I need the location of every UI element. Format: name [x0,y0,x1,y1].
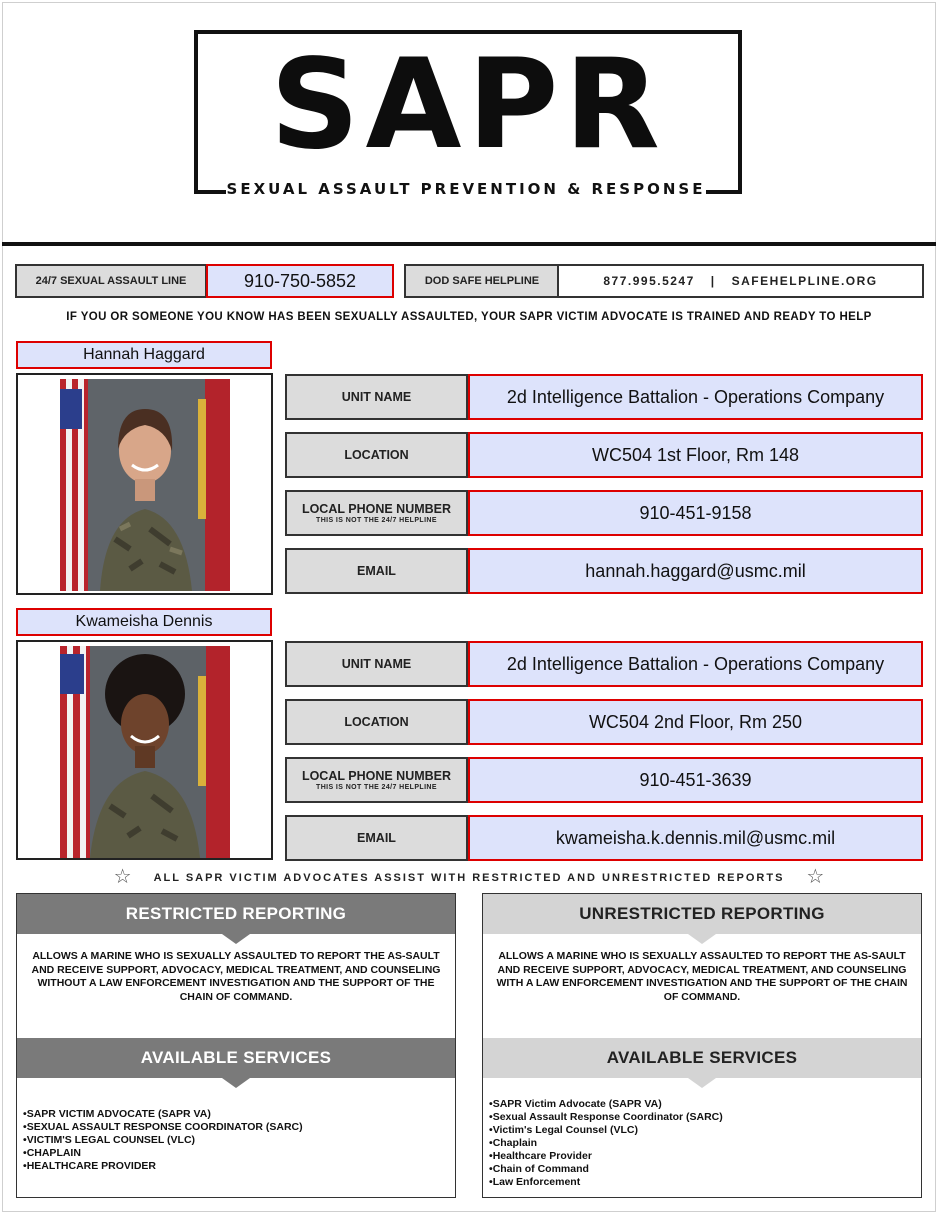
phone-row [285,490,925,536]
sexual-assault-line-label: 24/7 SEXUAL ASSAULT LINE [15,264,207,298]
phone-row [285,757,925,803]
email-label: EMAIL [285,815,468,861]
restricted-reporting-panel [16,893,456,1198]
location-label: LOCATION [285,699,468,745]
advocate-photo [60,379,230,591]
list-item: • Sexual Assault Response Coordinator (SARC) [489,1111,723,1124]
phone-value[interactable]: 910-451-3639 [468,757,923,803]
unit-value: 2d Intelligence Battalion - Operations Company [468,374,923,420]
unit-label: UNIT NAME [285,374,468,420]
list-item: • Healthcare Provider [489,1150,723,1163]
assist-banner [0,864,938,889]
sexual-assault-line-number[interactable]: 910-750-5852 [206,264,394,298]
restricted-services-title: AVAILABLE SERVICES [17,1038,455,1078]
list-item: • CHAPLAIN [23,1147,303,1160]
phone-note: THIS IS NOT THE 24/7 HELPLINE [316,517,437,524]
list-item: • SEXUAL ASSAULT RESPONSE COORDINATOR (SARC) [23,1121,303,1134]
dod-helpline-contact [557,264,924,298]
phone-note: THIS IS NOT THE 24/7 HELPLINE [316,784,437,791]
list-item: • Chain of Command [489,1163,723,1176]
dod-helpline-site[interactable]: SAFEHELPLINE.ORG [731,274,878,288]
help-tagline: IF YOU OR SOMEONE YOU KNOW HAS BEEN SEXUALLY ASSAULTED, YOUR SAPR VICTIM ADVOCATE IS TRAINED AND READY TO HELP [66,311,872,323]
dod-helpline-number[interactable]: 877.995.5247 [603,274,695,288]
list-item: • HEALTHCARE PROVIDER [23,1160,303,1173]
restricted-title: RESTRICTED REPORTING [17,894,455,934]
unrestricted-title: UNRESTRICTED REPORTING [483,894,921,934]
unit-value: 2d Intelligence Battalion - Operations Company [468,641,923,687]
phone-label: LOCAL PHONE NUMBER THIS IS NOT THE 24/7 HELPLINE [285,757,468,803]
advocate-name: Kwameisha Dennis [16,608,272,636]
assist-text: ALL SAPR VICTIM ADVOCATES ASSIST WITH RESTRICTED AND UNRESTRICTED REPORTS [153,872,785,884]
phone-value[interactable]: 910-451-9158 [468,490,923,536]
logo-subtitle: SEXUAL ASSAULT PREVENTION & RESPONSE [226,180,706,198]
email-value[interactable]: hannah.haggard@usmc.mil [468,548,923,594]
unrestricted-services-list [489,1098,723,1189]
location-label: LOCATION [285,432,468,478]
advocate-name: Hannah Haggard [16,341,272,369]
unit-label: UNIT NAME [285,641,468,687]
restricted-description: ALLOWS A MARINE WHO IS SEXUALLY ASSAULTED TO REPORT THE AS-SAULT AND RECEIVE SUPPORT, ADVOCACY, MEDICAL TREATMENT, AND COUNSELING WITHOUT A LAW ENFORCEMENT INVESTIGATION AND THE SUPPORT OF THE CHAIN OF COMMAND. [31,950,441,1003]
unit-row [285,641,925,687]
email-row [285,815,925,861]
unit-row [285,374,925,420]
phone-label: LOCAL PHONE NUMBER THIS IS NOT THE 24/7 HELPLINE [285,490,468,536]
dod-helpline-label: DOD SAFE HELPLINE [404,264,560,298]
unrestricted-reporting-panel [482,893,922,1198]
list-item: • VICTIM'S LEGAL COUNSEL (VLC) [23,1134,303,1147]
sapr-logo [194,30,742,194]
email-label: EMAIL [285,548,468,594]
advocate-photo-frame [16,373,273,595]
email-row [285,548,925,594]
email-value[interactable]: kwameisha.k.dennis.mil@usmc.mil [468,815,923,861]
unrestricted-services-title: AVAILABLE SERVICES [483,1038,921,1078]
separator: | [710,274,716,288]
star-icon: ☆ [113,866,132,888]
list-item: • SAPR VICTIM ADVOCATE (SAPR VA) [23,1108,303,1121]
advocate-photo-frame [16,640,273,860]
advocate-photo [60,646,230,858]
location-value: WC504 2nd Floor, Rm 250 [468,699,923,745]
location-row [285,699,925,745]
list-item: • SAPR Victim Advocate (SAPR VA) [489,1098,723,1111]
list-item: • Law Enforcement [489,1176,723,1189]
list-item: • Victim's Legal Counsel (VLC) [489,1124,723,1137]
unrestricted-description: ALLOWS A MARINE WHO IS SEXUALLY ASSAULTED TO REPORT THE AS-SAULT AND RECEIVE SUPPORT, ADVOCACY, MEDICAL TREATMENT, AND COUNSELING WITH A LAW ENFORCEMENT INVESTIGATION AND THE SUPPORT OF THE CHAIN OF COMMAND. [496,950,908,1003]
star-icon: ☆ [806,866,825,888]
restricted-services-list [23,1108,303,1173]
list-item: • Chaplain [489,1137,723,1150]
header-divider [2,242,936,246]
location-value: WC504 1st Floor, Rm 148 [468,432,923,478]
location-row [285,432,925,478]
logo-wordmark: SAPR [270,33,666,177]
